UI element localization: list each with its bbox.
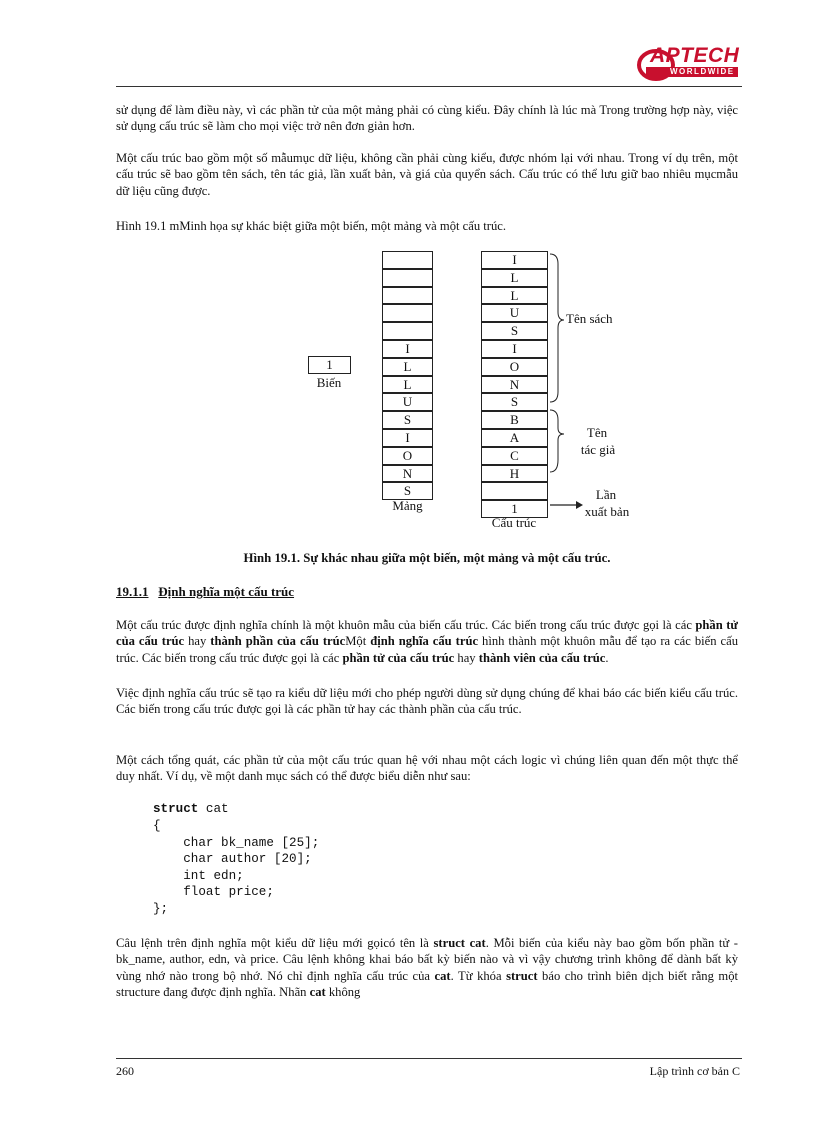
variable-box: 1: [308, 356, 351, 374]
array-cell: [382, 304, 433, 322]
code-line-7: };: [153, 902, 169, 916]
p4-bold-3: định nghĩa cấu trúc: [370, 634, 479, 649]
code-line-5: int edn;: [153, 869, 244, 883]
p4-bold-2: thành phần của cấu trúc: [210, 634, 346, 649]
structure-label: Cấu trúc: [491, 515, 537, 530]
p7-text-d: . Từ khóa: [450, 968, 507, 983]
structure-cell: U: [481, 304, 548, 322]
logo-text: APTECH: [650, 44, 740, 67]
figure-caption: Hình 19.1. Sự khác nhau giữa một biến, một mảng và một cấu trúc.: [243, 551, 611, 565]
code-line-1: [153, 802, 229, 818]
p7-bold-2: cat: [434, 968, 451, 983]
p7-bold-3: struct: [506, 968, 538, 983]
p7-bold-4: cat: [309, 985, 326, 1000]
array-label: Mảng: [392, 498, 423, 513]
array-cell: I: [382, 340, 433, 358]
code-keyword-struct: struct: [153, 802, 199, 816]
p4-text-d: Một: [345, 634, 371, 649]
figure-19-1: [0, 0, 816, 545]
section-number: 19.1.1: [116, 584, 149, 599]
array-cell: O: [382, 447, 433, 465]
structure-cell: C: [481, 447, 548, 465]
array-cell: S: [382, 411, 433, 429]
p4-text-e: hình thành một khuôn mẫu để tạo ra các biến cấu trúc. Các biến trong cấu trúc được gọi là các: [116, 634, 738, 665]
brace-author-label-1: Tên: [586, 425, 608, 440]
structure-cell: H: [481, 465, 548, 483]
array-cell: S: [382, 482, 433, 500]
structure-cell: O: [481, 358, 548, 376]
paragraph-2: Một cấu trúc bao gồm một số mẫumục dữ liệu, không cần phải cùng kiểu, được nhóm lại với nhau. Trong ví dụ trên, một cấu trúc sẽ bao gồm tên sách, tên tác giả, lần xuất bản, và giá của quyển sách. Cấu trúc có thể lưu giữ bao nhiêu mụcmẫu dữ liệu cũng được.: [116, 151, 738, 198]
array-cell: L: [382, 376, 433, 394]
title-brace: [550, 254, 564, 402]
array-cell: U: [382, 393, 433, 411]
p7-text-f: không: [325, 985, 361, 1000]
structure-cell: L: [481, 287, 548, 305]
array-cell: [382, 269, 433, 287]
code-line-3: char bk_name [25];: [153, 836, 320, 850]
p7-text-e: báo cho trình biên dịch biết rằng một structure đang được định nghĩa. Nhãn: [116, 968, 738, 1000]
structure-cell: N: [481, 376, 548, 394]
book-title: Lập trình cơ bản C: [649, 1064, 740, 1078]
logo-subtext: WORLDWIDE: [670, 67, 735, 76]
array-cell: [382, 322, 433, 340]
p4-text-f: hay: [454, 650, 479, 665]
code-line-6: float price;: [153, 885, 274, 899]
page-number: 260: [116, 1064, 134, 1078]
paragraph-6: Một cách tổng quát, các phần tử của một cấu trúc quan hệ với nhau một cách logic vì chúng liên quan đến một thực thể duy nhất. Ví dụ, về một danh mục sách có thể được biểu diễn như sau:: [116, 753, 738, 784]
edition-label-2: xuất bản: [584, 504, 630, 519]
p4-bold-5: thành viên của cấu trúc: [478, 650, 606, 665]
structure-cell: S: [481, 393, 548, 411]
structure-cell: S: [481, 322, 548, 340]
paragraph-4: [116, 617, 738, 666]
brace-author-label-2: tác giả: [580, 442, 616, 457]
p4-text-a: Một cấu trúc được định nghĩa chính là một khuôn mẫu của biến cấu trúc. Các biến trong cấu trúc được gọi là các: [116, 618, 696, 632]
code-line-2: {: [153, 819, 161, 833]
structure-cell: I: [481, 340, 548, 358]
p4-bold-4: phần tử của cấu trúc: [342, 650, 455, 665]
p7-text-c: . Mỗi biến của kiểu này bao gồm bốn phần tử - bk_name, author, edn, và price. Câu lệnh không khai báo bất kỳ biến nào và vì vậy chương trình không để dành bất kỳ vùng nhớ nào trong bộ nhớ. Nó chỉ định nghĩa cấu trúc của: [116, 936, 739, 983]
p7-bold-1: struct cat: [433, 936, 486, 950]
structure-cell: I: [481, 251, 548, 269]
footer-rule: [116, 1058, 742, 1059]
code-struct-name: cat: [198, 802, 229, 816]
section-heading: [116, 584, 294, 600]
variable-label: Biến: [316, 375, 342, 390]
structure-cell: A: [481, 429, 548, 447]
p4-bold-1: phần tử của cấu trúc: [116, 618, 738, 649]
paragraph-5: Việc định nghĩa cấu trúc sẽ tạo ra kiểu dữ liệu mới cho phép người dùng sử dụng chúng để khai báo các biến kiểu cấu trúc. Các biến trong cấu trúc được gọi là các phần tử hay các thành phần của cấu trúc.: [116, 686, 738, 717]
array-cell: I: [382, 429, 433, 447]
p4-text-c: hay: [184, 634, 211, 649]
array-cell: [382, 287, 433, 305]
code-line-4: char author [20];: [153, 852, 312, 866]
paragraph-3: Hình 19.1 mMinh họa sự khác biệt giữa một biến, một mảng và một cấu trúc.: [116, 219, 506, 233]
edition-label-1: Lần: [595, 487, 617, 502]
paragraph-1: sử dụng để làm điều này, vì các phần tử của một mảng phải có cùng kiểu. Đây chính là lúc mà Trong trường hợp này, việc sử dụng cấu trúc sẽ làm cho mọi việc trở nên đơn giản hơn.: [116, 103, 738, 134]
brace-title-label: Tên sách: [566, 311, 613, 326]
section-title: Định nghĩa một cấu trúc: [158, 584, 295, 599]
structure-cell: L: [481, 269, 548, 287]
structure-cell: [481, 482, 548, 500]
author-brace: [550, 410, 564, 472]
array-cell: L: [382, 358, 433, 376]
structure-cell: B: [481, 411, 548, 429]
structure-cell: 1: [481, 500, 548, 518]
array-cell: [382, 251, 433, 269]
p7-text-a: Câu lệnh trên định nghĩa một kiểu dữ liệu mới gọicó tên là: [116, 936, 434, 950]
array-cell: N: [382, 465, 433, 483]
p4-text-g: .: [605, 650, 609, 665]
paragraph-7: [116, 935, 738, 1001]
